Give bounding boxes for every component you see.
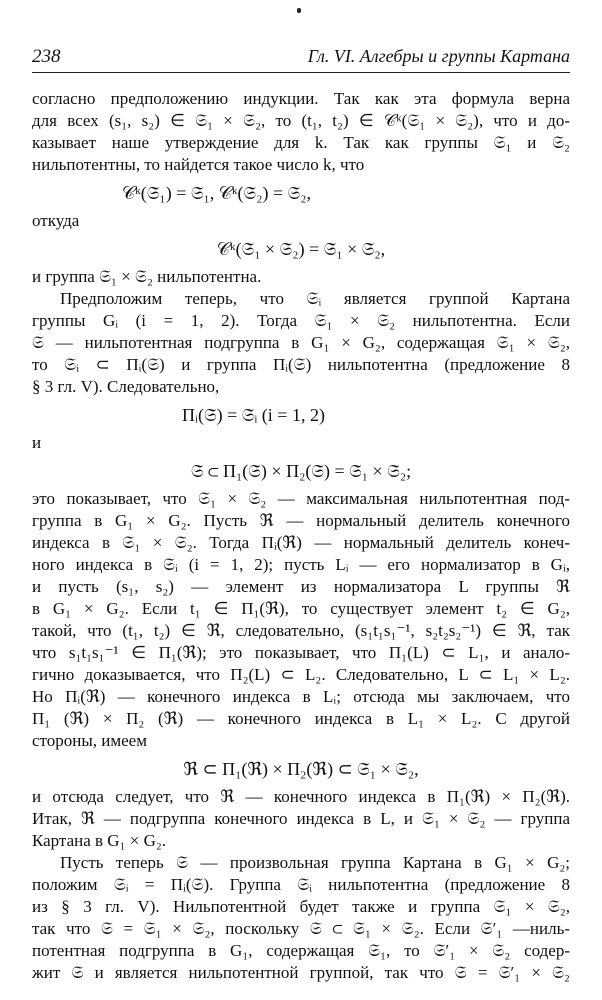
display-formula: ℜ ⊂ Π₁(ℜ) × Π₂(ℜ) ⊂ 𝔖₁ × 𝔖₂,	[183, 759, 419, 779]
text-line: гично доказывается, что Π₂(L) ⊂ L₂. Следовательно, L ⊂ L₁ × L₂.	[32, 665, 570, 684]
page-header	[32, 42, 570, 73]
text-line: Π₁ (ℜ) × Π₂ (ℜ) — конечного индекса в L₁ × L₂. С другой	[32, 709, 570, 728]
paragraph-start-line: Пусть теперь 𝔖 — произвольная группа Картана в G₁ × G₂;	[60, 853, 570, 872]
text-line: и группа 𝔖₁ × 𝔖₂ нильпотентна.	[32, 267, 262, 286]
running-title: Гл. VI. Алгебры и группы Картана	[307, 46, 570, 66]
display-formula: 𝒞ᵏ(𝔖₁) = 𝔖₁, 𝒞ᵏ(𝔖₂) = 𝔖₂,	[122, 183, 312, 203]
page-body	[32, 88, 570, 984]
text-line: нильпотентны, то найдется такое число k, что	[32, 155, 365, 174]
text-line: Картана в G₁ × G₂.	[32, 831, 167, 850]
text-line: согласно предположению индукции. Так как эта формула верна	[32, 89, 570, 108]
text-line: стороны, имеем	[32, 731, 147, 750]
text-line: 𝔖 — нильпотентная подгруппа в G₁ × G₂, содержащая 𝔖₁ × 𝔖₂,	[32, 333, 570, 352]
text-line: это показывает, что 𝔖₁ × 𝔖₂ — максимальная нильпотентная под-	[32, 489, 570, 508]
text-line: для всех (s₁, s₂) ∈ 𝔖₁ × 𝔖₂, то (t₁, t₂) ∈ 𝒞ᵏ(𝔖₁ × 𝔖₂), что и до-	[32, 111, 570, 130]
display-formula: 𝒞ᵏ(𝔖₁ × 𝔖₂) = 𝔖₁ × 𝔖₂,	[216, 239, 386, 259]
text-line: Итак, ℜ — подгруппа конечного индекса в L, и 𝔖₁ × 𝔖₂ — группа	[32, 809, 570, 828]
display-formula: Πᵢ(𝔖) = 𝔖ᵢ (i = 1, 2)	[182, 405, 325, 425]
text-line: группы Gᵢ (i = 1, 2). Тогда 𝔖₁ × 𝔖₂ нильпотентна. Если	[32, 311, 570, 330]
text-line: откуда	[32, 211, 80, 230]
text-line: индекса в 𝔖₁ × 𝔖₂. Тогда Πᵢ(ℜ) — нормальный делитель конеч-	[32, 533, 570, 552]
text-line: потентная подгруппа в G₁, содержащая 𝔖₁, то 𝔖′₁ × 𝔖₂ содер-	[32, 941, 570, 960]
display-formula: 𝔖 ⊂ Π₁(𝔖) × Π₂(𝔖) = 𝔖₁ × 𝔖₂;	[190, 461, 412, 481]
text-line: такой, что (t₁, t₂) ∈ ℜ, следовательно, (s₁t₁s₁⁻¹, s₂t₂s₂⁻¹) ∈ ℜ, так	[32, 621, 570, 640]
text-line: так что 𝔖 = 𝔖₁ × 𝔖₂, поскольку 𝔖 ⊂ 𝔖₁ × 𝔖₂. Если 𝔖′₁ —ниль-	[32, 919, 570, 938]
text-line: положим 𝔖ᵢ = Πᵢ(𝔖). Группа 𝔖ᵢ нильпотентна (предложение 8	[32, 875, 570, 894]
text-line: и отсюда следует, что ℜ — конечного индекса в Π₁(ℜ) × Π₂(ℜ).	[32, 787, 570, 806]
text-line: ного индекса в 𝔖ᵢ (i = 1, 2); пусть Lᵢ — его нормализатор в Gᵢ,	[32, 555, 570, 574]
text-line: группа в G₁ × G₂. Пусть ℜ — нормальный делитель конечного	[32, 511, 570, 530]
print-speck	[297, 8, 301, 13]
text-line: и пусть (s₁, s₂) — элемент из нормализатора L группы ℜ	[32, 577, 570, 596]
text-line: то 𝔖ᵢ ⊂ Πᵢ(𝔖) и группа Πᵢ(𝔖) нильпотентна (предложение 8	[32, 355, 570, 374]
text-line: что s₁t₁s₁⁻¹ ∈ Π₁(ℜ); это показывает, что Π₁(L) ⊂ L₁, и анало-	[32, 643, 570, 662]
text-line: из § 3 гл. V). Нильпотентной будет также и группа 𝔖₁ × 𝔖₂,	[32, 897, 570, 916]
text-line: и	[32, 433, 42, 452]
page-number: 238	[32, 46, 61, 67]
paragraph-start-line: Предположим теперь, что 𝔖ᵢ является группой Картана	[60, 289, 570, 308]
text-line: казывает наше утверждение для k. Так как группы 𝔖₁ и 𝔖₂	[32, 133, 570, 152]
text-line: § 3 гл. V). Следовательно,	[32, 377, 220, 396]
text-line: Но Πᵢ(ℜ) — конечного индекса в Lᵢ; отсюда мы заключаем, что	[32, 687, 570, 706]
text-line: в G₁ × G₂. Если t₁ ∈ Π₁(ℜ), то существует элемент t₂ ∈ G₂,	[32, 599, 570, 618]
text-line: жит 𝔖 и является нильпотентной группой, так что 𝔖 = 𝔖′₁ × 𝔖₂	[32, 963, 570, 982]
